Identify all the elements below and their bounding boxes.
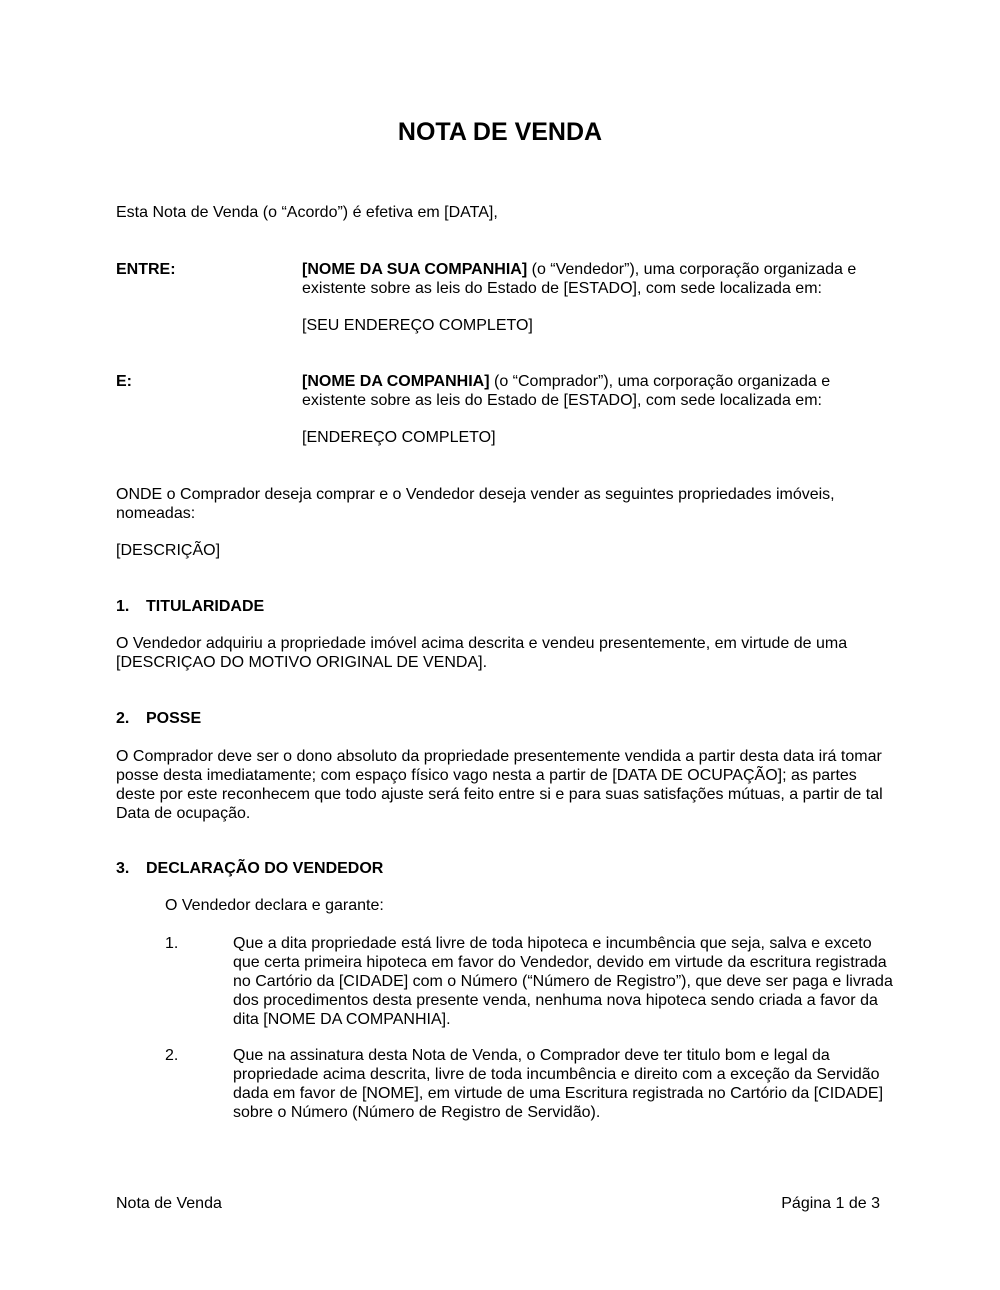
section-body-titularidade: O Vendedor adquiriu a propriedade imóvel acima descrita e vendeu presentemente, em virtude de uma [DESCRIÇAO DO MOTIVO ORIGINAL DE VENDA]. bbox=[116, 635, 848, 671]
section-number: 2. bbox=[116, 710, 130, 727]
section-number: 3. bbox=[116, 860, 130, 877]
list-item-number: 1. bbox=[165, 935, 179, 952]
description-placeholder: [DESCRIÇÃO] bbox=[116, 542, 221, 559]
whereas-paragraph: ONDE o Comprador deseja comprar e o Vendedor deseja vender as seguintes propriedades imóveis, nomeadas: bbox=[116, 486, 835, 522]
list-item-text: Que na assinatura desta Nota de Venda, o Comprador deve ter titulo bom e legal da propriedade acima descrita, livre de toda incumbência e direito com a exceção da Servidão dada em favor de [NOME], em virtude de uma Escritura registrada no Cartório da [CIDADE] sobre o Número (Número de Registro de Servidão). bbox=[233, 1047, 884, 1121]
document-title: NOTA DE VENDA bbox=[397, 118, 603, 146]
party-label-seller: ENTRE: bbox=[116, 261, 176, 278]
seller-company-name: [NOME DA SUA COMPANHIA] bbox=[302, 261, 528, 278]
section-body-posse: O Comprador deve ser o dono absoluto da propriedade presentemente vendida a partir desta data irá tomar posse desta imediatamente; com espaço físico vago nesta a partir de [DATA DE OCUPAÇÃO]; as partes deste por este reconhecem que todo ajuste será feito entre si e para suas satisfações mútuas, a partir de tal Data de ocupação. bbox=[116, 748, 883, 822]
section-number: 1. bbox=[116, 598, 130, 615]
buyer-address: [ENDEREÇO COMPLETO] bbox=[302, 429, 496, 446]
list-item-text: Que a dita propriedade está livre de toda hipoteca e incumbência que seja, salva e exceto que certa primeira hipoteca em favor do Vendedor, devido em virtude da escritura registrada no Cartório da [CIDADE] com o Número (“Número de Registro”), que deve ser paga e livrada dos procedimentos desta presente venda, nenhuma nova hipoteca sendo criada a favor da dita [NOME DA COMPANHIA]. bbox=[233, 935, 893, 1028]
section-title: DECLARAÇÃO DO VENDEDOR bbox=[146, 860, 384, 877]
seller-address: [SEU ENDEREÇO COMPLETO] bbox=[302, 317, 533, 334]
party-seller-paragraph bbox=[302, 260, 892, 298]
footer-page-number: Página 1 de 3 bbox=[781, 1195, 880, 1212]
party-buyer-paragraph bbox=[302, 372, 892, 410]
section-heading-titularidade bbox=[116, 597, 264, 616]
seller-description: (o “Vendedor”), uma corporação organizada e existente sobre as leis do Estado de [ESTADO], com sede localizada em: bbox=[302, 261, 857, 297]
section-title: TITULARIDADE bbox=[146, 598, 265, 615]
buyer-company-name: [NOME DA COMPANHIA] bbox=[302, 373, 490, 390]
section-title: POSSE bbox=[146, 710, 202, 727]
footer-document-name: Nota de Venda bbox=[116, 1195, 222, 1212]
section-heading-declaracao bbox=[116, 859, 383, 878]
party-label-buyer: E: bbox=[116, 373, 132, 390]
intro-paragraph: Esta Nota de Venda (o “Acordo”) é efetiva em [DATA], bbox=[116, 204, 498, 221]
buyer-description: (o “Comprador”), uma corporação organizada e existente sobre as leis do Estado de [ESTADO], com sede localizada em: bbox=[302, 373, 831, 409]
section-intro-declaracao: O Vendedor declara e garante: bbox=[165, 897, 384, 914]
section-heading-posse bbox=[116, 709, 201, 728]
list-item-number: 2. bbox=[165, 1047, 179, 1064]
